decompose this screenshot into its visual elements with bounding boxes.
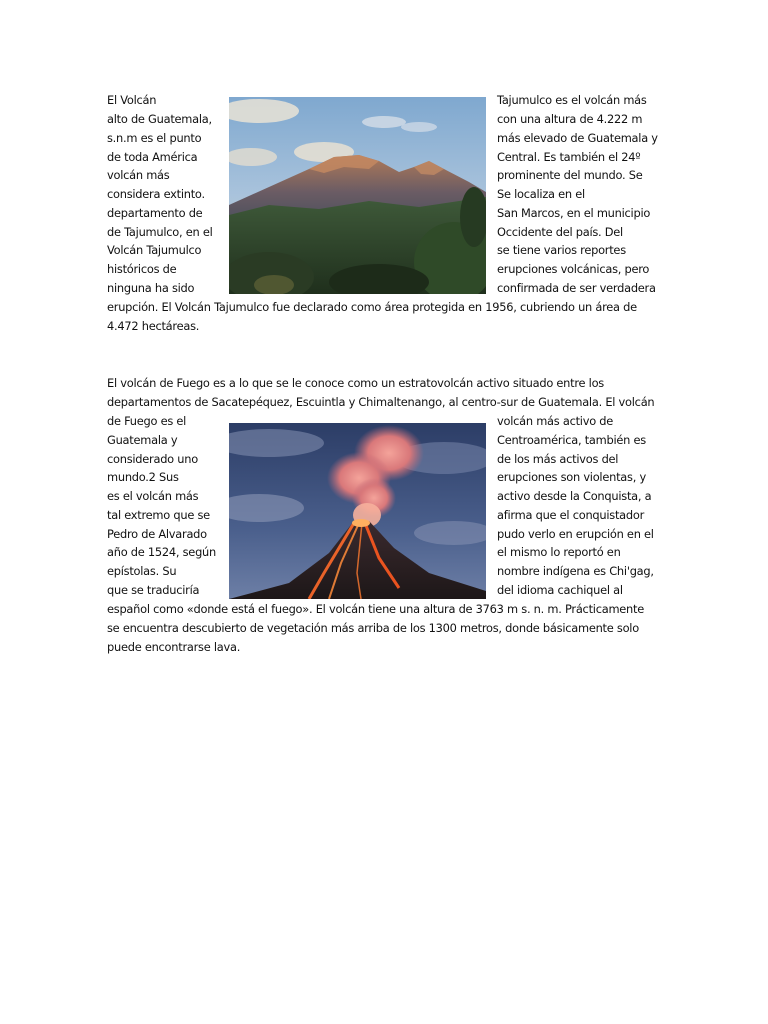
text-line: del idioma cachiquel al xyxy=(497,583,623,597)
text-line: erupciones volcánicas, pero xyxy=(497,262,650,276)
text-line: Volcán Tajumulco xyxy=(107,243,202,257)
text-line: departamentos de Sacatepéquez, Escuintla y Chimaltenango, al centro-sur de Guatemala. El volcán xyxy=(107,395,655,409)
text-line: es el volcán más xyxy=(107,489,199,503)
text-line: Central. Es también el 24º xyxy=(497,150,641,164)
text-line: volcán más xyxy=(107,168,170,182)
text-line: erupciones son violentas, y xyxy=(497,470,646,484)
text-line: que se traduciría xyxy=(107,583,200,597)
erupting-volcano-photo xyxy=(229,423,486,599)
text-line: se tiene varios reportes xyxy=(497,243,626,257)
text-line: pudo verlo en erupción en el xyxy=(497,527,654,541)
text-line: Pedro de Alvarado xyxy=(107,527,207,541)
text-line: más elevado de Guatemala y xyxy=(497,131,658,145)
text-line: volcán más activo de xyxy=(497,414,614,428)
text-line: puede encontrarse lava. xyxy=(107,640,241,654)
text-line: de Tajumulco, en el xyxy=(107,225,213,239)
text-line: de Fuego es el xyxy=(107,414,187,428)
text-line: Tajumulco es el volcán más xyxy=(497,93,647,107)
text-line: epístolas. Su xyxy=(107,564,177,578)
text-line: afirma que el conquistador xyxy=(497,508,645,522)
text-line: con una altura de 4.222 m xyxy=(497,112,643,126)
text-line: mundo.2 Sus xyxy=(107,470,179,484)
text-line: considerado uno xyxy=(107,452,198,466)
text-line: año de 1524, según xyxy=(107,545,216,559)
text-line: San Marcos, en el municipio xyxy=(497,206,651,220)
text-line: alto de Guatemala, xyxy=(107,112,212,126)
text-line: Se localiza en el xyxy=(497,187,585,201)
text-line: activo desde la Conquista, a xyxy=(497,489,652,503)
text-line: de los más activos del xyxy=(497,452,619,466)
text-line: tal extremo que se xyxy=(107,508,210,522)
text-line: El Volcán xyxy=(107,93,157,107)
text-line: se encuentra descubierto de vegetación más arriba de los 1300 metros, donde básicamente solo xyxy=(107,621,639,635)
text-line: erupción. El Volcán Tajumulco fue declarado como área protegida en 1956, cubriendo un área de xyxy=(107,300,637,314)
text-line: el mismo lo reportó en xyxy=(497,545,621,559)
text-line: departamento de xyxy=(107,206,203,220)
text-line: Centroamérica, también es xyxy=(497,433,646,447)
text-line: confirmada de ser verdadera xyxy=(497,281,656,295)
text-line: 4.472 hectáreas. xyxy=(107,319,200,333)
text-line: de toda América xyxy=(107,150,198,164)
text-line: s.n.m es el punto xyxy=(107,131,202,145)
text-line: nombre indígena es Chi'gag, xyxy=(497,564,654,578)
text-line: históricos de xyxy=(107,262,177,276)
text-line: El volcán de Fuego es a lo que se le conoce como un estratovolcán activo situado entre los xyxy=(107,376,604,390)
text-line: prominente del mundo. Se xyxy=(497,168,643,182)
text-line: Occidente del país. Del xyxy=(497,225,623,239)
text-line: ninguna ha sido xyxy=(107,281,195,295)
text-line: Guatemala y xyxy=(107,433,178,447)
text-line: considera extinto. xyxy=(107,187,205,201)
text-line: español como «donde está el fuego». El volcán tiene una altura de 3763 m s. n. m. Prácticamente xyxy=(107,602,644,616)
volcano-mountain-photo xyxy=(229,97,486,294)
